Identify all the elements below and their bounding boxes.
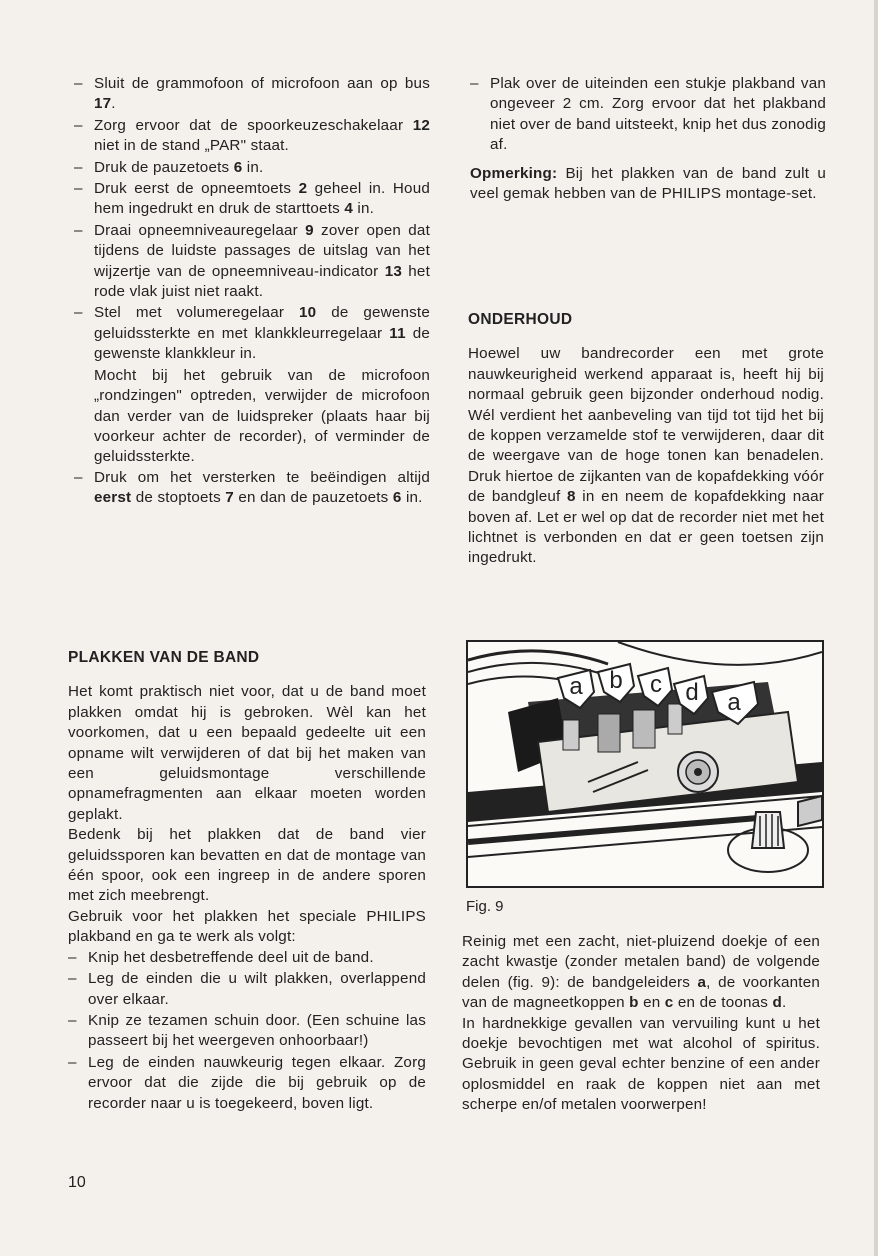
cleaning-section <box>462 932 820 1116</box>
list-item: – Knip ze tezamen schuin door. (Een schuine las passeert bij het weergeven onhoorbaar!) <box>68 1011 426 1052</box>
figure-label: c <box>650 671 662 698</box>
list-item: – Knip het desbetreffende deel uit de band. <box>68 948 426 968</box>
figure-9-illustration <box>466 640 824 888</box>
list-item: – Stel met volumeregelaar 10 de gewenste geluidssterkte en met klankkleurregelaar 11 de gewenste klankkleur in. <box>74 303 430 364</box>
figure-label: a <box>569 673 583 700</box>
figure-label: b <box>609 667 623 694</box>
list-item: – Leg de einden die u wilt plakken, overlappend over elkaar. <box>68 969 426 1010</box>
list-item: – Zorg ervoor dat de spoorkeuzeschakelaar 12 niet in de stand „PAR" staat. <box>74 116 430 157</box>
paragraph: Hoewel uw bandrecorder een met grote nauwkeurigheid werkend apparaat is, heeft hij bij normaal gebruik geen bijzonder onderhoud nodig. Wél verdient het aanbeveling van tijd tot tijd het bij de koppen verzamelde stof te verwijderen, daar dit de weergave van de hoge tonen kan benadelen. Druk hiertoe de zijkanten van de kopafdekking vóór de bandgleuf 8 in en neem de kopafdekking naar boven af. Let er wel op dat de recorder niet met het lichtnet is verbonden en dat er geen toetsen zijn ingedrukt. <box>468 345 825 567</box>
list-continuation: Mocht bij het gebruik van de microfoon „rondzingen" optreden, verwijder de microfoon dan verder van de luidspreker (plaats haar bij voorkeur achter de recorder), of verminder de geluidssterkte. <box>94 366 430 466</box>
paragraph: Het komt praktisch niet voor, dat u de band moet plakken omdat hij is gebroken. Wèl kan het voorkomen, dat u een bepaald gedeelte uit een opname wilt verwijderen of dat bij het maken van een geluidsmontage verschillende opnamefragmenten aan elkaar moeten worden geplakt. <box>68 683 426 823</box>
tape-head-drawing <box>468 642 822 886</box>
paragraph: Gebruik voor het plakken het speciale PHILIPS plakband en ga te werk als volgt: <box>68 907 426 946</box>
plakken-section <box>68 648 426 1115</box>
list-item: – Plak over de uiteinden een stukje plakband van ongeveer 2 cm. Zorg ervoor dat het plakband niet over de band uitsteekt, knip het dus zonodig af. <box>470 74 826 156</box>
list-item: – Druk om het versterken te beëindigen altijd eerst de stoptoets 7 en dan de pauzetoets 6 in. <box>74 468 430 509</box>
list-item: – Druk eerst de opneemtoets 2 geheel in. Houd hem ingedrukt en druk de starttoets 4 in. <box>74 179 430 220</box>
remark: Opmerking: Bij het plakken van de band zult u veel gemak hebben van de PHILIPS montage-set. <box>470 164 826 203</box>
section-heading: PLAKKEN VAN DE BAND <box>68 649 260 666</box>
paragraph: In hardnekkige gevallen van vervuiling kunt u het doekje bevochtigen met wat alcohol of spiritus. Gebruik in geen geval echter benzine of een ander oplosmiddel en raak de koppen niet aan met scherpe en/of metalen voorwerpen! <box>462 1014 820 1114</box>
figure-caption: Fig. 9 <box>466 898 504 915</box>
paragraph: Reinig met een zacht, niet-pluizend doekje of een zacht kwastje (zonder metalen band) de volgende delen (fig. 9): de bandgeleiders a, de voorkanten van de magneetkoppen b en c en de toonas d. <box>462 933 820 1012</box>
section-heading: ONDERHOUD <box>468 311 573 328</box>
figure-label: a <box>727 689 741 716</box>
list-item: – Sluit de grammofoon of microfoon aan op bus 17. <box>74 74 430 115</box>
plakken-continuation <box>470 74 826 204</box>
list-item: – Druk de pauzetoets 6 in. <box>74 158 430 178</box>
instructions-list <box>74 74 430 510</box>
figure-label: d <box>685 679 699 706</box>
list-item: – Draai opneemniveauregelaar 9 zover open dat tijdens de luidste passages de uitslag van het wijzertje van de opneemniveau-indicator 13 het rode vlak juist niet raakt. <box>74 221 430 303</box>
page-edge <box>874 0 878 1256</box>
list-item: – Leg de einden nauwkeurig tegen elkaar. Zorg ervoor dat die zijde die bij gebruik op de recorder naar u is toegekeerd, boven ligt. <box>68 1053 426 1114</box>
paragraph: Bedenk bij het plakken dat de band vier geluidssporen kan bevatten en dat de montage van één spoor, ook een ingreep in de andere sporen met zich meebrengt. <box>68 826 426 905</box>
page-number: 10 <box>68 1174 86 1191</box>
onderhoud-section <box>468 310 824 569</box>
